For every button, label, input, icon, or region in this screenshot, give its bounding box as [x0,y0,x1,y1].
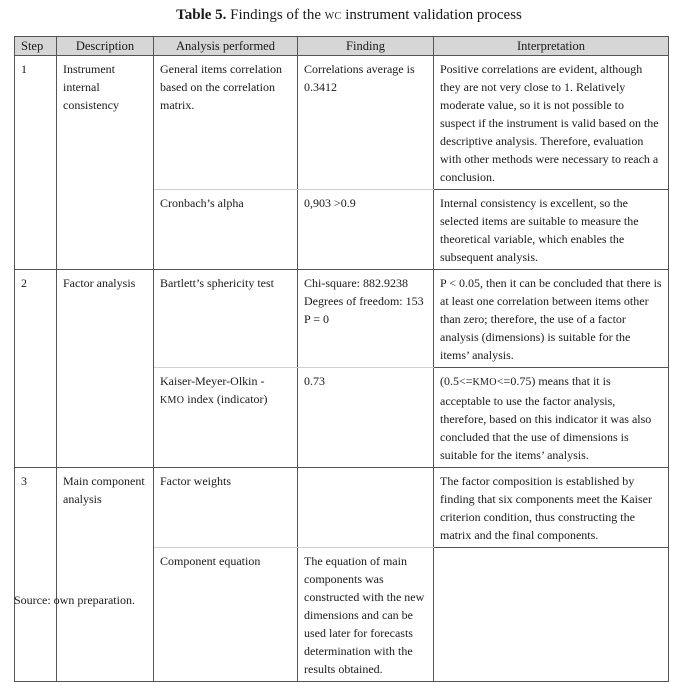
analysis-text-before: Kaiser-Meyer-Olkin - [160,374,265,388]
header-interpretation: Interpretation [434,37,669,56]
header-analysis: Analysis performed [154,37,298,56]
interpretation-cell [434,548,669,682]
interpretation-cell: P < 0.05, then it can be concluded that there is at least one correlation between items other than zero; therefore, the use of a factor analysis (dimensions) is suitable for the items’ analysis. [434,270,669,368]
header-row [15,37,669,56]
finding-cell: Correlations average is 0.3412 [298,56,434,190]
analysis-cell [154,368,298,468]
analysis-text-after: index (indicator) [184,392,268,406]
finding-cell [298,468,434,548]
step-cell: 1 [15,56,57,270]
header-finding: Finding [298,37,434,56]
interp-text-after: <=0.75) means that it is acceptable to use the factor analysis, therefore, based on this indicator it was also concluded that the use of dimensions is suitable for the items’ analysis. [440,374,652,462]
interpretation-cell: Positive correlations are evident, although they are not very close to 1. Relatively moderate value, so it is not possible to suspect if the instrument is valid based on the descriptive analysis. Therefore, evaluation with other methods were necessary to reach a conclusion. [434,56,669,190]
finding-cell [298,270,434,368]
finding-line: Chi-square: 882.9238 [304,276,408,290]
table-label: Table 5. [176,7,227,23]
table-row [15,56,669,190]
interpretation-cell: Internal consistency is excellent, so the selected items are suitable to measure the theoretical variable, which enables the subsequent analysis. [434,190,669,270]
analysis-cell: General items correlation based on the correlation matrix. [154,56,298,190]
title-text-after: instrument validation process [341,7,522,23]
source-note: Source: own preparation. [14,593,135,607]
step-cell: 3 [15,468,57,682]
interp-text-before: (0.5<= [440,374,473,388]
table-row [15,468,669,548]
description-cell: Factor analysis [57,270,154,468]
analysis-cell: Cronbach’s alpha [154,190,298,270]
finding-cell: The equation of main components was constructed with the new dimensions and can be used later for forecasts determination with the results obtained. [298,548,434,682]
table-row [15,270,669,368]
header-description: Description [57,37,154,56]
title-text-before: Findings of the [230,7,325,23]
finding-line: P = 0 [304,312,329,326]
analysis-cell: Bartlett’s sphericity test [154,270,298,368]
interpretation-cell [434,368,669,468]
analysis-cell: Factor weights [154,468,298,548]
title-abbr: WC [324,11,342,22]
finding-line: Degrees of freedom: 153 [304,294,424,308]
interpretation-cell: The factor composition is established by finding that six components meet the Kaiser criterion condition, thus constructing the matrix and the final components. [434,468,669,548]
description-cell: Main component analysis [57,468,154,682]
analysis-cell: Component equation [154,548,298,682]
finding-cell: 0.73 [298,368,434,468]
step-cell: 2 [15,270,57,468]
description-cell: Instrument internal consistency [57,56,154,270]
finding-cell: 0,903 >0.9 [298,190,434,270]
header-step: Step [15,37,57,56]
analysis-abbr: KMO [160,395,185,406]
findings-table [14,36,669,682]
interp-abbr: KMO [472,377,497,388]
table-title [0,6,698,26]
